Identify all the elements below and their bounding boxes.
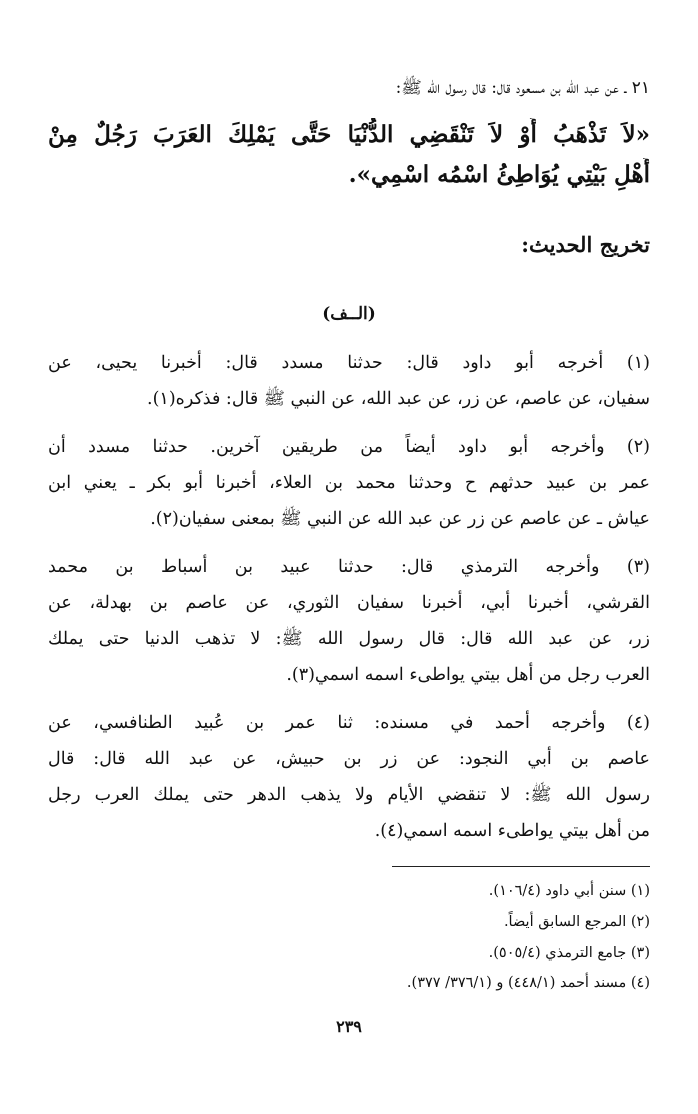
paragraph-4-line: من أهل بيتي يواطىء اسمه اسمي(٤).: [374, 821, 650, 841]
paragraph-4-line: رسول الله ﷺ: لا تنقضي الأيام ولا يذهب الدهر حتى يملك العرب رجل: [48, 785, 650, 805]
paragraph-4-line: عاصم بن أبي النجود: عن زر بن حبيش، عن عبد الله قال: قال: [48, 749, 650, 769]
subsection-label-text: (الــف): [316, 304, 382, 324]
paragraph-2-line: (٢) وأخرجه أبو داود أيضاً من طريقين آخرين. حدثنا مسدد أن: [48, 437, 650, 457]
footnote-1: (١) سنن أبي داود (١٠٦/٤).: [488, 883, 650, 899]
section-heading: تخريج الحديث:: [521, 232, 650, 257]
paragraph-3-line: القرشي، أخبرنا أبي، أخبرنا سفيان الثوري، عن عاصم بن بهدلة، عن: [48, 593, 650, 613]
footnote-4: (٤) مسند أحمد (٤٤٨/١) و (٣٧٦/١/ ٣٧٧).: [406, 975, 650, 991]
paragraph-1-line: سفيان، عن عاصم، عن زر، عن عبد الله، عن النبي ﷺ قال: فذكره(١).: [147, 389, 650, 409]
paragraph-3-line: زر، عن عبد الله قال: قال رسول الله ﷺ: لا تذهب الدنيا حتى يملك: [48, 629, 650, 649]
footnote-3: (٣) جامع الترمذي (٥٠٥/٤).: [488, 945, 650, 961]
paragraph-3-line: العرب رجل من أهل بيتي يواطىء اسمه اسمي(٣).: [286, 665, 650, 685]
paragraph-3-line: (٣) وأخرجه الترمذي قال: حدثنا عبيد بن أسباط بن محمد: [48, 557, 650, 577]
footnote-2: (٢) المرجع السابق أيضاً.: [503, 914, 650, 930]
hadith-intro: ٢١ ـ عن عبد الله بن مسعود قال: قال رسول الله ﷺ:: [395, 78, 650, 98]
paragraph-4-line: (٤) وأخرجه أحمد في مسنده: ثنا عمر بن عُبيد الطنافسي، عن: [48, 713, 650, 733]
paragraph-2-line: عياش ـ عن عاصم عن زر عن عبد الله عن النبي ﷺ بمعنى سفيان(٢).: [150, 509, 650, 529]
paragraph-1-line: (١) أخرجه أبو داود قال: حدثنا مسدد قال: أخبرنا يحيى، عن: [48, 353, 650, 373]
subsection-label: [0, 304, 698, 324]
footnote-separator: [392, 866, 650, 867]
paragraph-2-line: عمر بن عبيد حدثهم ح وحدثنا محمد بن العلاء، أخبرنا أبو بكر ـ يعني ابن: [48, 473, 650, 493]
page-number: ٢٣٩: [336, 1017, 362, 1036]
hadith-text-line-2: أَهْلِ بَيْتِي يُوَاطِئُ اسْمُه اسْمِي».: [348, 161, 650, 188]
hadith-text-line-1: «لاَ تَذْهَبُ أَوْ لاَ تَنْقَضِي الدُّنْيَا حَتَّى يَمْلِكَ العَرَبَ رَجُلٌ مِنْ: [48, 121, 650, 148]
